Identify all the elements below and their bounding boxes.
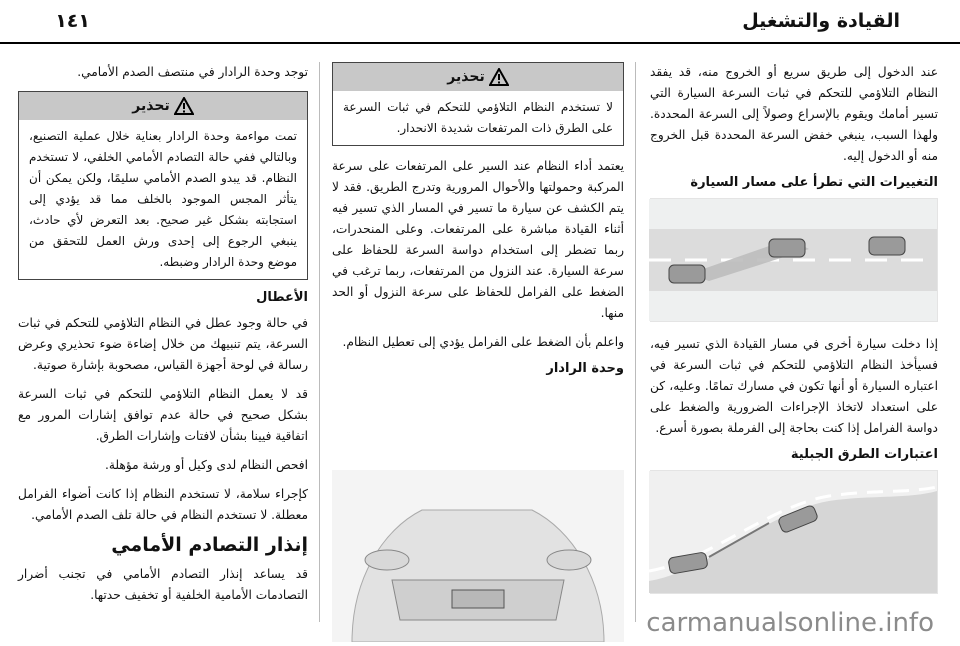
lane-change-figure (649, 199, 937, 321)
paragraph: قد لا يعمل النظام التلاؤمي للتحكم في ثبات السرعة بشكل صحيح في حالة عدم توافق إشارات المرور مع اتفاقية فيينا بشأن لافتات وإشارات الطرق. (18, 387, 308, 443)
paragraph: في حالة وجود عطل في النظام التلاؤمي للتحكم في ثبات السرعة، يتم تنبيهك من خلال إضاءة ضوء تحذيري وعرض رسالة في لوحة أجهزة القياس، مصحوبة بإشارة صوتية. (18, 316, 308, 372)
subheading: وحدة الرادار (546, 361, 624, 376)
column-middle (332, 62, 624, 384)
paragraph: قد يساعد إنذار التصادم الأمامي في تجنب أضرار التصادمات الأمامية الخلفية أو تخفيف حدتها. (18, 567, 308, 602)
column-right (650, 62, 938, 606)
section-heading: إنذار التصادم الأمامي (111, 534, 308, 556)
warning-title: تحذير (447, 69, 485, 85)
column-left (18, 62, 308, 614)
paragraph: يعتمد أداء النظام عند السير على المرتفعات على سرعة المركبة وحمولتها والأحوال المرورية وتدرج الطريق. فقد لا يتم الكشف عن سيارة ما تسير في المسار الذي تسير فيه أثناء القيادة مباشرة على المرتفعات. وعلى المنحدرات، ربما تضطر إلى استخدام دواسة السرعة للحفاظ على سرعة السيارة. عند النزول من المرتفعات، ربما ترغب في الضغط على الفرامل للحفاظ على سرعة النزول أو الحد منها. (332, 159, 624, 320)
page-header (0, 0, 960, 46)
warning-title: تحذير (132, 98, 170, 114)
warning-text: تمت مواءمة وحدة الرادار بعناية خلال عملية التصنيع، وبالتالي ففي حالة التصادم الأمامي الخلفي، لا تستخدم النظام. قد يبدو الصدم الأمامي سليمًا، ولكن يمكن أن يتأثر المجس الموجود بالخلف مما قد يؤدي إلى استجابته بشكل غير صحيح. بعد التعرض لأي حادث، ينبغي الرجوع إلى إحدى ورش العمل للتحقق من موضع وحدة الرادار وضبطه. (29, 129, 297, 269)
paragraph: إذا دخلت سيارة أخرى في مسار القيادة الذي تسير فيه، فسيأخذ النظام التلاؤمي للتحكم في ثبات السرعة في اعتباره السيارة أو أنها تكون في مسارك تمامًا. وعليه، كن على استعداد لاتخاذ الإجراءات الضرورية والضغط على دواسة الفرامل إذا كنت بحاجة إلى الفرملة بصورة أسرع. (650, 337, 938, 435)
column-divider (635, 62, 636, 622)
hill-figure (649, 471, 937, 593)
warning-triangle-icon (174, 97, 194, 115)
paragraph: عند الدخول إلى طريق سريع أو الخروج منه، قد يفقد النظام التلاؤمي للتحكم في ثبات السرعة السيارة التي تسير أمامك ويقوم بالإسراع وصولاً إلى السرعة المحددة. ولهذا السبب، ينبغي خفض السرعة المحددة قبل الخروج منه أو الدخول إليه. (650, 65, 938, 163)
warning-header (19, 92, 307, 120)
warning-text: لا تستخدم النظام التلاؤمي للتحكم في ثبات السرعة على الطرق ذات المرتفعات شديدة الانحدار. (343, 100, 613, 135)
hill-illustration (650, 470, 938, 594)
radar-unit-illustration (332, 470, 624, 642)
page-number: ١٤١ (55, 10, 90, 32)
warning-header (333, 63, 623, 91)
paragraph: واعلم بأن الضغط على الفرامل يؤدي إلى تعطيل النظام. (342, 335, 624, 349)
paragraph: توجد وحدة الرادار في منتصف الصدم الأمامي. (77, 65, 308, 79)
chapter-title: القيادة والتشغيل (742, 10, 900, 32)
warning-box (332, 62, 624, 146)
lane-change-illustration (650, 198, 938, 322)
warning-box (18, 91, 308, 280)
subheading: اعتبارات الطرق الجبلية (790, 447, 938, 462)
column-divider (319, 62, 320, 622)
watermark: carmanualsonline.info (646, 608, 934, 638)
warning-triangle-icon (489, 68, 509, 86)
header-divider (0, 42, 960, 44)
paragraph: افحص النظام لدى وكيل أو ورشة مؤهلة. (104, 458, 308, 472)
subheading: الأعطال (256, 290, 308, 305)
paragraph: كإجراء سلامة، لا تستخدم النظام إذا كانت أضواء الفرامل معطلة. لا تستخدم النظام في حالة تلف الصدم الأمامي. (18, 487, 308, 522)
subheading: التغييرات التي تطرأ على مسار السيارة (690, 175, 938, 190)
car-front-figure (332, 470, 624, 642)
